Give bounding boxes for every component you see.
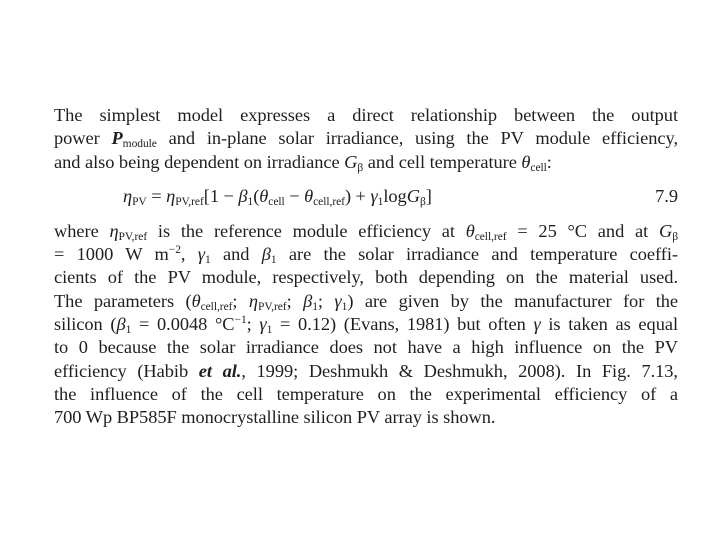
superscript: −2	[168, 244, 181, 257]
text-line	[54, 266, 678, 289]
subscript: β	[357, 161, 364, 174]
symbol-theta: θ	[259, 185, 269, 206]
subscript: 1	[205, 254, 211, 267]
symbol-eta: η	[109, 220, 119, 241]
text-run: [1 −	[203, 185, 239, 206]
text-run: :	[546, 151, 552, 172]
text-run: efficiency (Habib	[54, 360, 199, 381]
symbol-irradiance: G	[658, 220, 673, 241]
text-line	[54, 104, 678, 127]
text-line	[54, 406, 678, 429]
subscript: cell	[268, 195, 285, 208]
subscript: 1	[125, 324, 132, 337]
subscript: PV,ref	[175, 195, 204, 208]
subscript: β	[419, 195, 426, 208]
text-run: are the solar irradiance and temperature coeffi-	[276, 244, 678, 265]
text-run: ;	[232, 290, 249, 311]
text-run: to 0 because the solar irradiance does not have a high influence on the PV	[54, 337, 678, 358]
subscript: PV	[132, 195, 147, 208]
symbol-eta: η	[166, 185, 176, 206]
symbol-irradiance: G	[406, 185, 420, 206]
symbol-eta: η	[248, 290, 258, 311]
subscript: 1	[341, 300, 348, 313]
symbol-gamma: γ	[370, 185, 378, 206]
symbol-theta: θ	[465, 220, 475, 241]
text-run: ;	[246, 314, 260, 335]
subscript: cell,ref	[200, 300, 233, 313]
text-run: (	[253, 185, 260, 206]
subscript: PV,ref	[258, 300, 287, 313]
text-line	[54, 243, 678, 266]
symbol-gamma: γ	[197, 244, 205, 265]
superscript: −1	[234, 314, 247, 327]
subscript: cell,ref	[474, 230, 507, 243]
equation-number: 7.9	[655, 185, 678, 206]
text-line	[54, 383, 678, 406]
text-run: log	[383, 185, 407, 206]
text-run: , 1999; Deshmukh & Deshmukh, 2008). In Fig. 7.13,	[241, 360, 678, 381]
subscript: PV,ref	[118, 230, 148, 243]
subscript: module	[122, 138, 157, 151]
text-run: The simplest model expresses a direct relationship between the output	[54, 105, 678, 125]
symbol-beta: β	[303, 290, 313, 311]
text-run: and also being dependent on irradiance	[54, 151, 345, 172]
subscript: β	[672, 230, 678, 243]
text-run: silicon (	[54, 314, 117, 335]
subscript: 1	[312, 300, 318, 313]
text-run: The parameters (	[54, 290, 192, 311]
subscript: 1	[377, 195, 384, 208]
body-text	[54, 104, 678, 430]
text-run: the influence of the cell temperature on the experimental efficiency of a	[54, 383, 678, 404]
symbol-temperature: θ	[521, 151, 531, 172]
text-run: and	[210, 244, 262, 265]
symbol-gamma: γ	[533, 314, 541, 335]
text-run: ;	[317, 290, 335, 311]
text-run: ) +	[344, 185, 371, 206]
text-run: 700 Wp BP585F monocrystalline silicon PV array is shown.	[54, 407, 496, 428]
symbol-irradiance: G	[344, 151, 358, 172]
citation-et-al: et al.	[198, 360, 242, 381]
text-run: −	[284, 185, 305, 206]
text-run: is taken as equal	[540, 314, 679, 335]
text-line	[54, 313, 678, 336]
symbol-theta: θ	[304, 185, 314, 206]
paragraph-intro	[54, 104, 678, 174]
equation	[123, 185, 432, 208]
symbol-theta: θ	[191, 290, 201, 311]
text-run: is the reference module efficiency at	[147, 220, 466, 241]
subscript: 1	[247, 195, 254, 208]
text-run: = 0.0048 °C	[131, 314, 235, 335]
text-run: = 1000 W m	[54, 244, 169, 265]
text-run: and in-plane solar irradiance, using the PV module efficiency,	[156, 128, 678, 149]
text-line	[54, 360, 678, 383]
subscript: cell,ref	[313, 195, 345, 208]
text-run: ,	[180, 244, 198, 265]
text-line	[54, 151, 678, 174]
symbol-power: P	[111, 128, 123, 149]
symbol-gamma: γ	[334, 290, 342, 311]
subscript: 1	[266, 324, 273, 337]
paragraph-explanation	[54, 220, 678, 430]
text-run: cients of the PV module, respectively, both depending on the material used.	[54, 267, 678, 288]
text-line	[54, 220, 678, 243]
symbol-beta: β	[238, 185, 248, 206]
text-line	[54, 127, 678, 150]
text-run: =	[146, 185, 167, 206]
text-run: ;	[286, 290, 304, 311]
text-run: ]	[425, 185, 432, 206]
symbol-gamma: γ	[259, 314, 267, 335]
text-run: = 25 °C and at	[506, 220, 659, 241]
subscript: cell	[530, 161, 547, 174]
text-run: ) are given by the manufacturer for the	[347, 290, 679, 311]
text-line	[54, 290, 678, 313]
text-run: and cell temperature	[363, 151, 522, 172]
equation-row	[54, 178, 678, 216]
text-line	[54, 336, 678, 359]
text-run: power	[54, 128, 112, 149]
symbol-eta: η	[123, 185, 133, 206]
symbol-beta: β	[116, 314, 126, 335]
text-run: where	[54, 220, 110, 241]
symbol-beta: β	[261, 244, 271, 265]
text-run: = 0.12) (Evans, 1981) but often	[272, 314, 534, 335]
subscript: 1	[270, 254, 277, 267]
